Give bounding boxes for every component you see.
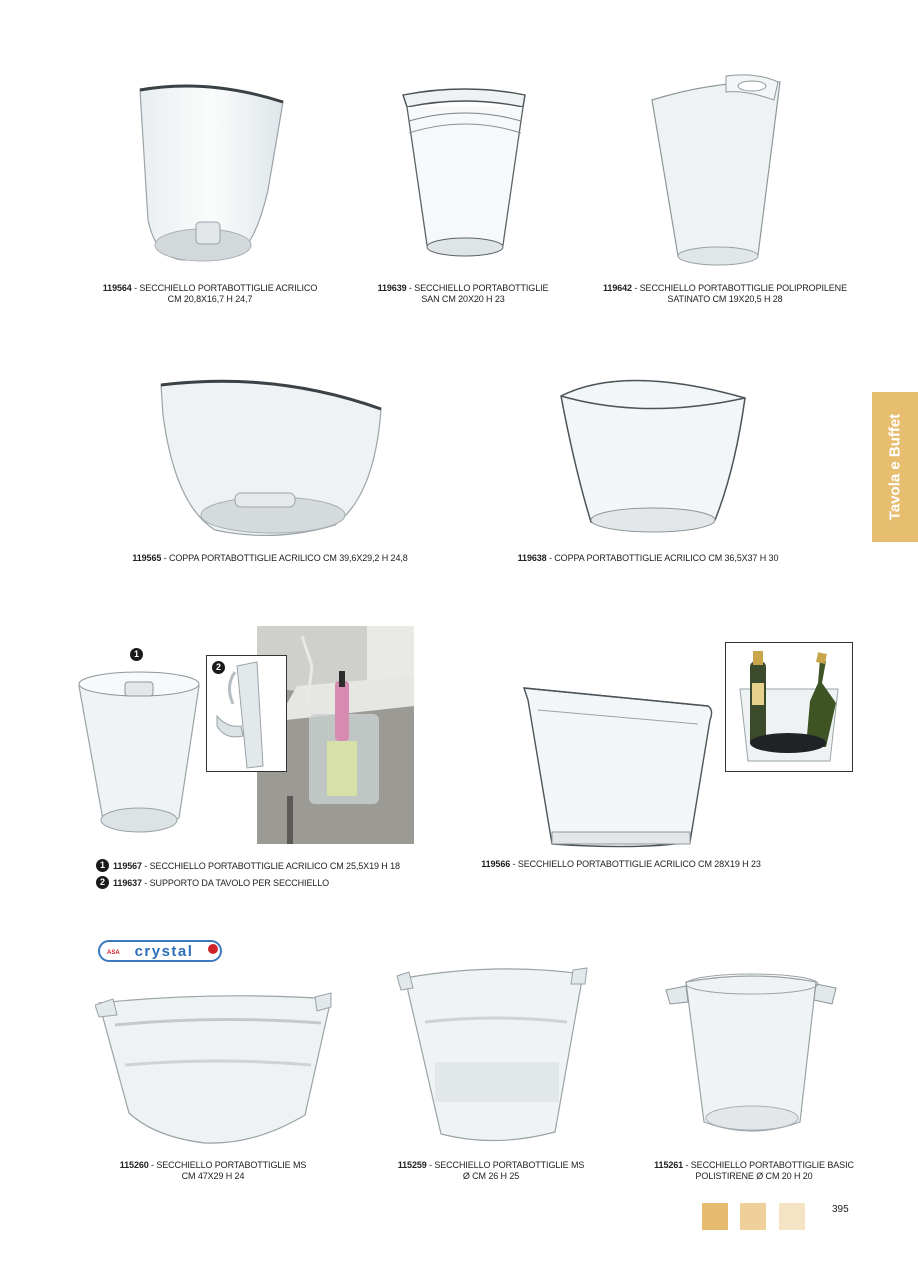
product-image-115259 [395, 962, 590, 1152]
section-tab: Tavola e Buffet [872, 392, 918, 542]
svg-text:crystal: crystal [134, 943, 194, 960]
caption-115260: 115260 - SECCHIELLO PORTABOTTIGLIE MS CM 47X29 H 24 [119, 1160, 307, 1181]
caption-119639: 119639 - SECCHIELLO PORTABOTTIGLIE SAN CM 20X20 H 23 [377, 283, 549, 304]
product-image-119638 [555, 370, 750, 540]
caption-119642: 119642 - SECCHIELLO PORTABOTTIGLIE POLIPROPILENE SATINATO CM 19X20,5 H 28 [603, 283, 847, 304]
product-image-119564 [128, 80, 293, 270]
product-image-119565 [155, 375, 385, 545]
caption-119564: 119564 - SECCHIELLO PORTABOTTIGLIE ACRILICO CM 20,8X16,7 H 24,7 [102, 283, 318, 304]
product-image-119566 [518, 680, 718, 850]
svg-text:ASA: ASA [107, 950, 120, 956]
badge-2-icon: 2 [212, 661, 225, 674]
caption-119638: 119638 - COPPA PORTABOTTIGLIE ACRILICO CM 36,5X37 H 30 [517, 553, 779, 563]
badge-1-icon: 1 [130, 648, 143, 661]
product-image-119639 [395, 85, 535, 270]
caption-badge-2-icon: 2 [96, 876, 109, 889]
caption-119565: 119565 - COPPA PORTABOTTIGLIE ACRILICO CM 39,6X29,2 H 24,8 [132, 553, 408, 563]
caption-119637: 2 119637 - SUPPORTO DA TAVOLO PER SECCHIELLO [96, 877, 329, 890]
caption-119566: 119566 - SECCHIELLO PORTABOTTIGLIE ACRILICO CM 28X19 H 23 [481, 859, 761, 869]
caption-115261: 115261 - SECCHIELLO PORTABOTTIGLIE BASIC POLISTIRENE Ø CM 20 H 20 [654, 1160, 854, 1181]
product-image-119642 [646, 70, 786, 270]
caption-115259: 115259 - SECCHIELLO PORTABOTTIGLIE MS Ø CM 26 H 25 [397, 1160, 585, 1181]
caption-badge-1-icon: 1 [96, 859, 109, 872]
product-image-115261 [664, 972, 839, 1142]
color-swatch-3 [779, 1203, 805, 1230]
color-swatch-1 [702, 1203, 728, 1230]
caption-119567: 1 119567 - SECCHIELLO PORTABOTTIGLIE ACRILICO CM 25,5X19 H 18 [96, 860, 400, 873]
crystal-logo [98, 940, 222, 962]
product-image-115260 [95, 985, 335, 1155]
champagne-photo [725, 642, 853, 772]
color-swatch-2 [740, 1203, 766, 1230]
page-number: 395 [832, 1204, 849, 1215]
product-image-119567 [75, 668, 205, 844]
